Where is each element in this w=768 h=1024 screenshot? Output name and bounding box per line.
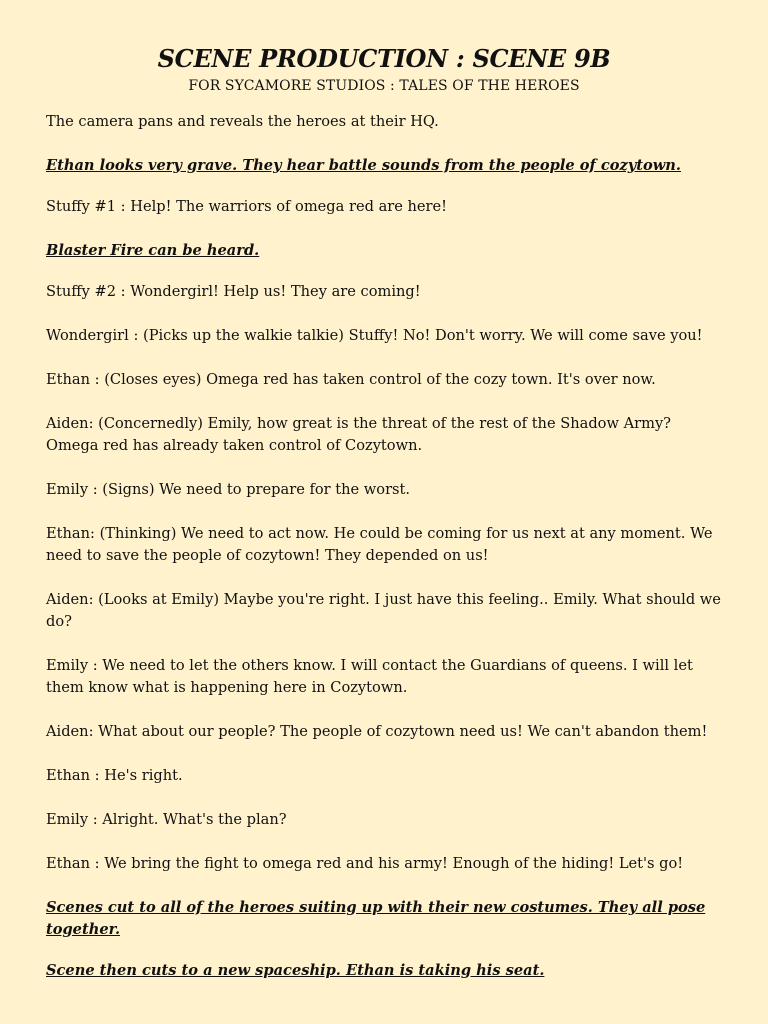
script-line: Aiden: What about our people? The people of cozytown need us! We can't abandon them! bbox=[46, 723, 708, 740]
script-line: The camera pans and reveals the heroes at their HQ. bbox=[46, 113, 439, 130]
stage-direction: Scenes cut to all of the heroes suiting up with their new costumes. They all pose together. bbox=[46, 899, 706, 938]
stage-direction: Scene then cuts to a new spaceship. Ethan is taking his seat. bbox=[46, 962, 545, 979]
script-line: Ethan : We bring the fight to omega red and his army! Enough of the hiding! Let's go! bbox=[46, 855, 684, 872]
stage-direction: Blaster Fire can be heard. bbox=[46, 242, 260, 259]
page-subtitle: FOR SYCAMORE STUDIOS : TALES OF THE HEROES bbox=[188, 78, 580, 94]
script-line: Emily : We need to let the others know. I will contact the Guardians of queens. I will let them know what is happening here in Cozytown. bbox=[46, 657, 693, 696]
script-line: Aiden: (Looks at Emily) Maybe you're right. I just have this feeling.. Emily. What should we do? bbox=[46, 591, 721, 630]
script-line: Wondergirl : (Picks up the walkie talkie) Stuffy! No! Don't worry. We will come save you! bbox=[46, 327, 703, 344]
script-line: Stuffy #2 : Wondergirl! Help us! They are coming! bbox=[46, 283, 421, 300]
script-line: Ethan : He's right. bbox=[46, 767, 183, 784]
script-line: Stuffy #1 : Help! The warriors of omega red are here! bbox=[46, 198, 448, 215]
script-body bbox=[46, 111, 722, 982]
script-line: Aiden: (Concernedly) Emily, how great is the threat of the rest of the Shadow Army? Omega red has already taken control of Cozytown. bbox=[46, 415, 672, 454]
stage-direction: Ethan looks very grave. They hear battle sounds from the people of cozytown. bbox=[46, 157, 681, 174]
script-line: Ethan: (Thinking) We need to act now. He could be coming for us next at any moment. We need to save the people of cozytown! They depended on us! bbox=[46, 525, 713, 564]
script-line: Ethan : (Closes eyes) Omega red has taken control of the cozy town. It's over now. bbox=[46, 371, 656, 388]
script-line: Emily : Alright. What's the plan? bbox=[46, 811, 287, 828]
script-line: Emily : (Signs) We need to prepare for the worst. bbox=[46, 481, 411, 498]
page-title: SCENE PRODUCTION : SCENE 9B bbox=[157, 44, 611, 73]
